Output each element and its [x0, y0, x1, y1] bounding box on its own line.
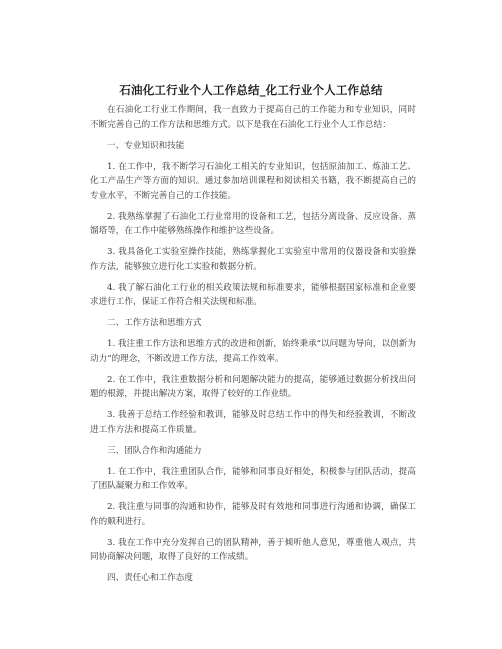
- teamwork-item-3: 3. 我在工作中充分发挥自己的团队精神，善于倾听他人意见，尊重他人观点，共同协商解决问题，取得了良好的工作成绩。: [90, 537, 416, 562]
- methods-item-3: 3. 我善于总结工作经验和教训，能够及时总结工作中的得失和经验教训，不断改进工作方法和提高工作质量。: [90, 410, 416, 435]
- methods-item-1: 1. 我注重工作方法和思维方式的改进和创新，始终秉承“以问题为导向，以创新为动力”的理念，不断改进工作方法，提高工作效率。: [90, 339, 416, 364]
- intro-paragraph: 在石油化工行业工作期间，我一直致力于提高自己的工作能力和专业知识，同时不断完善自己的工作方法和思维方式。以下是我在石油化工行业个人工作总结：: [90, 105, 416, 130]
- teamwork-item-2: 2. 我注重与同事的沟通和协作，能够及时有效地和同事进行沟通和协调，确保工作的顺利进行。: [90, 502, 416, 527]
- section-heading-responsibility: 四、责任心和工作态度: [107, 573, 193, 583]
- section-heading-methods: 二、工作方法和思维方式: [107, 318, 202, 328]
- document-title: 石油化工行业个人工作总结_化工行业个人工作总结: [119, 83, 383, 97]
- knowledge-item-2: 2. 我熟练掌握了石油化工行业常用的设备和工艺，包括分离设备、反应设备、蒸馏塔等，在工作中能够熟练操作和维护这些设备。: [90, 211, 416, 236]
- methods-item-2: 2. 在工作中，我注重数据分析和问题解决能力的提高，能够通过数据分析找出问题的根源，并提出解决方案，取得了较好的工作业绩。: [90, 374, 416, 399]
- knowledge-item-3: 3. 我具备化工实验室操作技能，熟练掌握化工实验室中常用的仪器设备和实验操作方法，能够独立进行化工实验和数据分析。: [90, 247, 416, 272]
- teamwork-item-1: 1. 在工作中，我注重团队合作，能够和同事良好相处，积极参与团队活动，提高了团队凝聚力和工作效率。: [90, 466, 416, 491]
- document-body: [90, 103, 416, 592]
- knowledge-item-4: 4. 我了解石油化工行业的相关政策法规和标准要求，能够根据国家标准和企业要求进行工作，保证工作符合相关法规和标准。: [90, 282, 416, 307]
- knowledge-item-1: 1. 在工作中，我不断学习石油化工相关的专业知识，包括原油加工、炼油工艺、化工产品生产等方面的知识。通过参加培训课程和阅读相关书籍，我不断提高自己的专业水平，不断完善自己的工作技能。: [90, 161, 416, 201]
- section-heading-knowledge: 一、专业知识和技能: [107, 140, 185, 151]
- section-heading-teamwork: 三、团队合作和沟通能力: [107, 445, 202, 456]
